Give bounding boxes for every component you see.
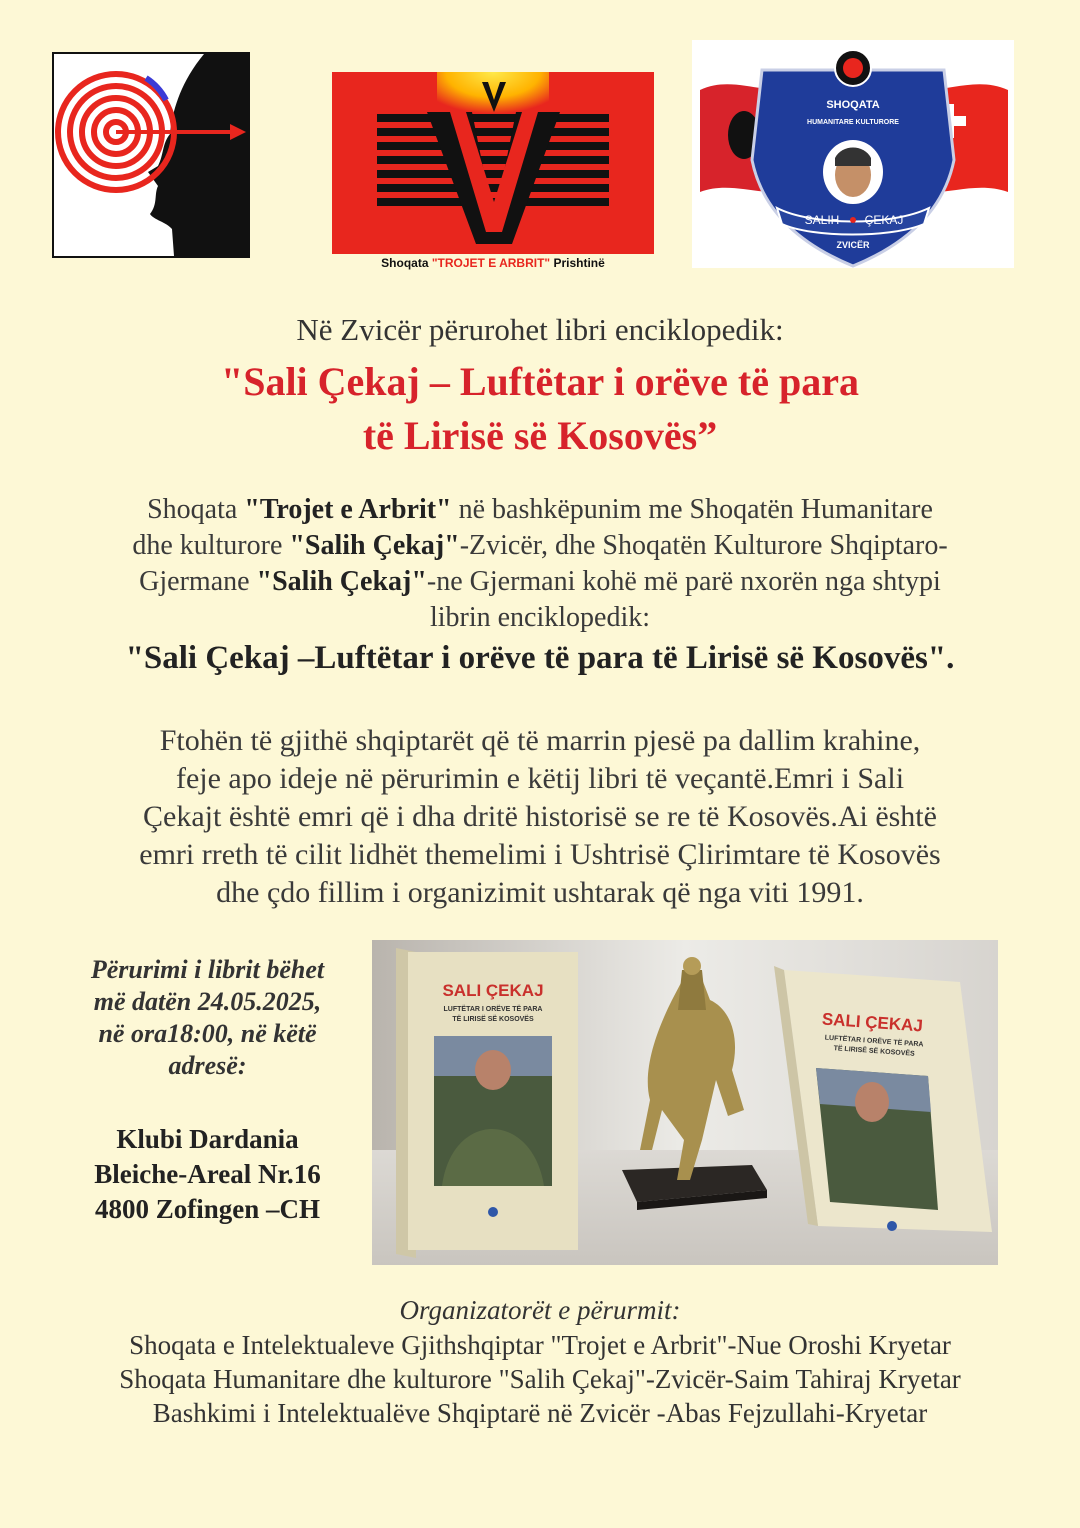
left-book-sub1: LUFTËTAR I ORËVE TË PARA <box>443 1006 543 1013</box>
event-line: adresë: <box>168 1051 247 1080</box>
trojet-emblem-icon <box>332 72 654 254</box>
para2-line: Çekajt është emri që i dha dritë historisë se re të Kosovës.Ai është <box>143 800 937 833</box>
organizers-heading: Organizatorët e përurmit: <box>399 1295 681 1325</box>
event-address <box>60 1122 355 1227</box>
para1-bold-salih: "Salih Çekaj" <box>256 566 427 597</box>
event-line: më datën 24.05.2025, <box>93 987 322 1016</box>
trojet-logo-caption <box>332 256 654 270</box>
left-book <box>396 948 578 1258</box>
para2-line: feje apo ideje në përurimin e këtij libri të veçantë.Emri i Sali <box>175 762 905 795</box>
para1-bold-salih: "Salih Çekaj" <box>289 530 460 561</box>
books-statue-image <box>372 940 998 1265</box>
para1-text: Shoqata <box>147 494 245 525</box>
shield-name-right: ÇEKAJ <box>864 213 904 227</box>
para1-line-4: librin enciklopedik: <box>429 602 651 633</box>
event-line: Përurimi i librit bëhet <box>90 955 325 984</box>
event-line: në ora18:00, në këtë <box>98 1019 317 1048</box>
para2-line: Ftohën të gjithë shqiptarët që të marrin pjesë pa dallim krahine, <box>159 724 921 757</box>
para1-line-1 <box>40 492 1040 528</box>
para1-bold-trojet: "Trojet e Arbrit" <box>244 494 452 525</box>
organizers-list <box>0 1328 1080 1430</box>
para1-text: dhe kulturore <box>132 530 290 561</box>
event-details <box>60 954 355 1082</box>
left-book-sub2: TË LIRISË SË KOSOVËS <box>452 1016 534 1023</box>
para1-text: -ne Gjermani kohë më parë nxorën nga shtypi <box>426 566 941 597</box>
books-photo <box>372 940 998 1265</box>
right-book-name: SALI ÇEKAJ <box>821 1009 924 1036</box>
address-line: Bleiche-Areal Nr.16 <box>94 1159 321 1189</box>
para2-line: emri rreth të cilit lidhët themelimi i Ushtrisë Çlirimtare të Kosovës <box>139 838 941 871</box>
right-book-sub2: TË LIRISË SË KOSOVËS <box>833 1045 915 1058</box>
trojet-e-arbrit-logo <box>332 72 654 254</box>
target-head-icon <box>54 54 248 256</box>
shield-name-left: SALIH <box>804 213 840 227</box>
left-book-name: SALI ÇEKAJ <box>442 981 544 1000</box>
caption-name: "TROJET E ARBRIT" <box>431 256 551 270</box>
organizer-line: Shoqata e Intelektualeve Gjithshqiptar "Trojet e Arbrit"-Nue Oroshi Kryetar <box>129 1330 951 1360</box>
event-title <box>0 355 1080 463</box>
shield-middle-text: HUMANITARE KULTURORE <box>807 119 899 126</box>
para1-text: -Zvicër, dhe Shoqatën Kulturore Shqiptaro- <box>459 530 948 561</box>
intro-heading: Në Zvicër përurohet libri enciklopedik: <box>296 312 784 347</box>
shield-bottom-text: ZVICËR <box>836 240 870 250</box>
announcement-paragraph <box>40 492 1040 636</box>
book-title: "Sali Çekaj –Luftëtar i orëve të para të Lirisë së Kosovës". <box>125 640 955 676</box>
para1-text: në bashkëpunim me Shoqatën Humanitare <box>451 494 933 525</box>
right-book-sub1: LUFTËTAR I ORËVE TË PARA <box>824 1034 924 1049</box>
target-head-logo <box>52 52 250 258</box>
para1-text: Gjermane <box>139 566 257 597</box>
caption-prefix: Shoqata <box>381 256 429 270</box>
address-line: 4800 Zofingen –CH <box>94 1194 321 1224</box>
caption-city: Prishtinë <box>553 256 605 270</box>
title-line-2: të Lirisë së Kosovës” <box>362 413 718 458</box>
organizer-line: Shoqata Humanitare dhe kulturore "Salih Çekaj"-Zvicër-Saim Tahiraj Kryetar <box>119 1364 961 1394</box>
shield-top-text: SHOQATA <box>826 99 880 111</box>
address-line: Klubi Dardania <box>116 1124 299 1154</box>
shield-flags-icon <box>692 40 1014 268</box>
para1-line-2 <box>40 528 1040 564</box>
para1-line-3 <box>40 564 1040 600</box>
invitation-paragraph <box>40 722 1040 912</box>
salih-cekaj-shield-logo <box>692 40 1014 268</box>
organizer-line: Bashkimi i Intelektualëve Shqiptarë në Zvicër -Abas Fejzullahi-Kryetar <box>152 1398 928 1428</box>
title-line-1: "Sali Çekaj – Luftëtar i orëve të para <box>220 359 859 404</box>
right-book <box>774 966 992 1232</box>
para2-line: dhe çdo fillim i organizimit ushtarak që nga viti 1991. <box>216 876 864 909</box>
